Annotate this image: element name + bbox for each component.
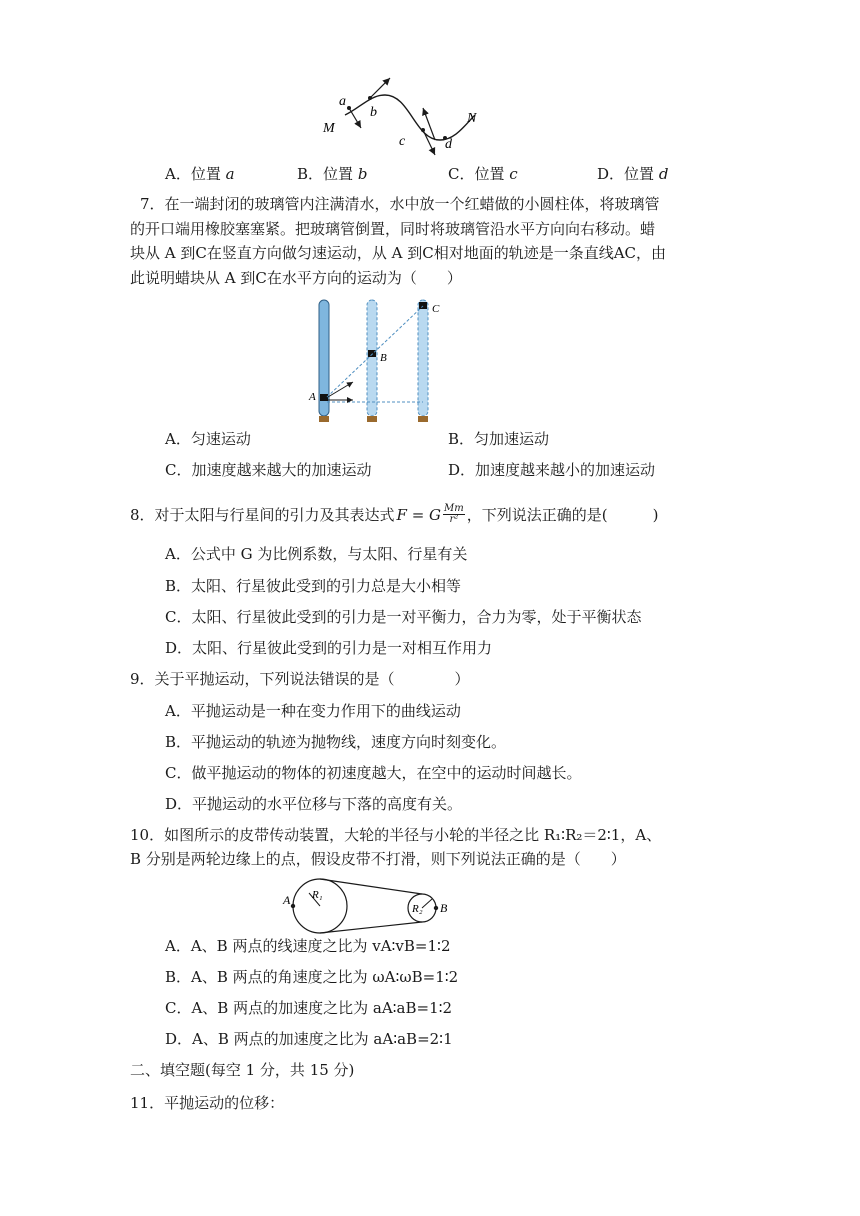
label-B: B — [380, 352, 387, 364]
q8-stem: 8．对于太阳与行星间的引力及其表达式 F = G Mm r² ，下列说法正确的是( ) — [130, 503, 659, 525]
q8-option-a[interactable]: A．公式中 G 为比例系数，与太阳、行星有关 — [165, 545, 468, 563]
q9-option-d[interactable]: D．平抛运动的水平位移与下落的高度有关。 — [165, 795, 463, 813]
label-d: d — [445, 137, 452, 152]
q8-option-b[interactable]: B．太阳、行星彼此受到的引力总是大小相等 — [165, 577, 462, 595]
label-N: N — [467, 111, 477, 126]
q10-option-d[interactable]: D．A、B 两点的加速度之比为 aA∶aB=2∶1 — [165, 1030, 453, 1048]
label-A: A — [309, 391, 316, 403]
q8-option-c[interactable]: C．太阳、行星彼此受到的引力是一对平衡力，合力为零，处于平衡状态 — [165, 608, 642, 626]
q7-option-a[interactable]: A．匀速运动 — [165, 430, 251, 448]
q7-option-d[interactable]: D．加速度越来越小的加速运动 — [448, 461, 656, 479]
q7-stem-line-4: 此说明蜡块从 A 到C在水平方向的运动为（ ） — [130, 269, 462, 287]
label-c: c — [399, 134, 406, 149]
q7-option-b[interactable]: B．匀加速运动 — [448, 430, 550, 448]
q9-option-a[interactable]: A．平抛运动是一种在变力作用下的曲线运动 — [165, 702, 461, 720]
curve-motion-figure — [315, 70, 495, 160]
q7-option-c[interactable]: C．加速度越来越大的加速运动 — [165, 461, 372, 479]
label-b: b — [370, 105, 377, 120]
q10-stem-line-2: B 分别是两轮边缘上的点，假设皮带不打滑，则下列说法正确的是（ ） — [130, 850, 626, 868]
q6-option-c[interactable]: C．位置 c — [448, 165, 518, 183]
q10-option-a[interactable]: A．A、B 两点的线速度之比为 vA∶vB=1∶2 — [165, 937, 451, 955]
glass-tube-figure — [305, 296, 455, 426]
q9-option-c[interactable]: C．做平抛运动的物体的初速度越大，在空中的运动时间越长。 — [165, 764, 582, 782]
label-R1: R₁ — [312, 889, 323, 901]
label-R2: R₂ — [412, 903, 423, 915]
q6-option-a[interactable]: A．位置 a — [165, 165, 235, 183]
belt-pulley-figure — [282, 876, 462, 938]
q9-stem: 9．关于平抛运动，下列说法错误的是（ ） — [130, 670, 470, 688]
label-B: B — [440, 901, 448, 915]
q7-stem-line-3: 块从 A 到C在竖直方向做匀速运动，从 A 到C相对地面的轨迹是一条直线AC，由 — [130, 244, 667, 262]
q7-stem-line-2: 的开口端用橡胶塞塞紧。把玻璃管倒置，同时将玻璃管沿水平方向向右移动。蜡 — [130, 220, 656, 238]
formula-fraction: Mm r² — [444, 503, 464, 525]
q10-option-c[interactable]: C．A、B 两点的加速度之比为 aA∶aB=1∶2 — [165, 999, 453, 1017]
q7-stem-line-1: 7．在一端封闭的玻璃管内注满清水，水中放一个红蜡做的小圆柱体，将玻璃管 — [140, 195, 660, 213]
q9-option-b[interactable]: B．平抛运动的轨迹为抛物线，速度方向时刻变化。 — [165, 733, 507, 751]
label-C: C — [432, 303, 440, 315]
q8-option-d[interactable]: D．太阳、行星彼此受到的引力是一对相互作用力 — [165, 639, 493, 657]
q10-option-b[interactable]: B．A、B 两点的角速度之比为 ωA∶ωB=1∶2 — [165, 968, 459, 986]
section-heading: 二、填空题(每空 1 分，共 15 分) — [130, 1061, 355, 1079]
label-A: A — [283, 893, 291, 907]
q11-stem: 11．平抛运动的位移： — [130, 1094, 285, 1112]
label-M: M — [323, 121, 335, 136]
q6-option-b[interactable]: B．位置 b — [297, 165, 368, 183]
q10-stem-line-1: 10．如图所示的皮带传动装置，大轮的半径与小轮的半径之比 R₁∶R₂＝2∶1，A、 — [130, 826, 662, 844]
formula-lhs: F = G — [396, 505, 442, 524]
q6-option-d[interactable]: D．位置 d — [597, 165, 669, 183]
label-a: a — [339, 94, 346, 109]
